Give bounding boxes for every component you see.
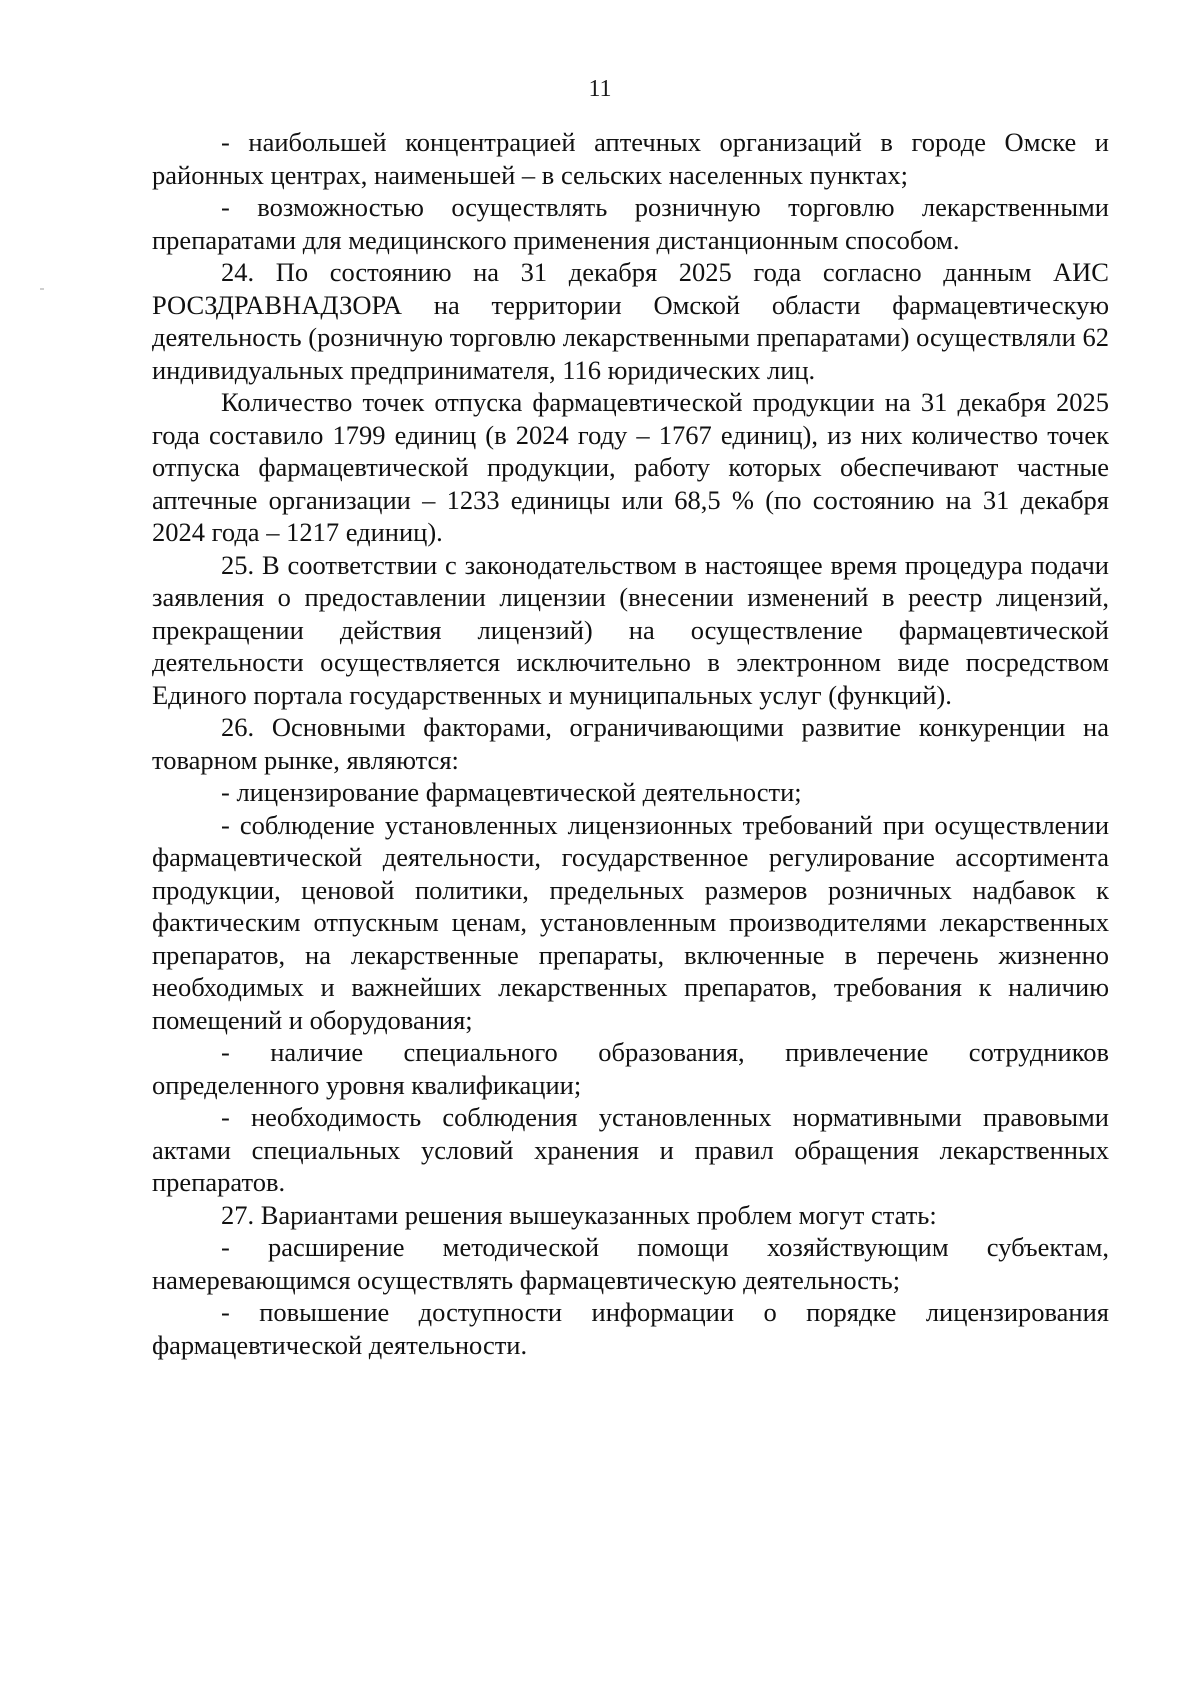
paragraph-remote-trade: - возможностью осуществлять розничную торговлю лекарственными препаратами для медицинского применения дистанционным способом.	[152, 192, 1109, 255]
list-item-special-education: - наличие специального образования, привлечение сотрудников определенного уровня квалификации;	[152, 1037, 1109, 1100]
list-item-methodical-help: - расширение методической помощи хозяйствующим субъектам, намеревающимся осуществлять фармацевтическую деятельность;	[152, 1232, 1109, 1295]
scan-margin-mark	[40, 288, 44, 290]
page-number: 11	[588, 76, 612, 102]
paragraph-25: 25. В соответствии с законодательством в настоящее время процедура подачи заявления о предоставлении лицензии (внесении изменений в реестр лицензий, прекращении действия лицензий) на осуществление фармацевтической деятельности осуществляется исключительно в электронном виде посредством Единого портала государственных и муниципальных услуг (функций).	[152, 549, 1109, 710]
list-item-storage-conditions: - необходимость соблюдения установленных нормативными правовыми актами специальных условий хранения и правил обращения лекарственных препаратов.	[152, 1102, 1109, 1197]
paragraph-24: 24. По состоянию на 31 декабря 2025 года согласно данным АИС РОСЗДРАВНАДЗОРА на территории Омской области фармацевтическую деятельность (розничную торговлю лекарственными препаратами) осуществляли 62 индивидуальных предпринимателя, 116 юридических лиц.	[152, 257, 1109, 385]
paragraph-points-count: Количество точек отпуска фармацевтической продукции на 31 декабря 2025 года составило 1799 единиц (в 2024 году – 1767 единиц), из них количество точек отпуска фармацевтической продукции, работу которых обеспечивают частные аптечные организации – 1233 единицы или 68,5 % (по состоянию на 31 декабря 2024 года – 1217 единиц).	[152, 387, 1109, 547]
paragraph-concentration: - наибольшей концентрацией аптечных организаций в городе Омске и районных центрах, наименьшей – в сельских населенных пунктах;	[152, 127, 1109, 190]
list-item-license-requirements: - соблюдение установленных лицензионных требований при осуществлении фармацевтической деятельности, государственное регулирование ассортимента продукции, ценовой политики, предельных размеров розничных надбавок к фактическим отпускным ценам, установленным производителями лекарственных препаратов, на лекарственные препараты, включенные в перечень жизненно необходимых и важнейших лекарственных препаратов, требования к наличию помещений и оборудования;	[152, 809, 1109, 1035]
list-item-information-access: - повышение доступности информации о порядке лицензирования фармацевтической деятельности.	[152, 1297, 1109, 1360]
document-body	[152, 126, 1109, 1361]
paragraph-27: 27. Вариантами решения вышеуказанных проблем могут стать:	[221, 1199, 937, 1230]
list-item-licensing: - лицензирование фармацевтической деятельности;	[221, 777, 802, 807]
paragraph-26: 26. Основными факторами, ограничивающими развитие конкуренции на товарном рынке, являются:	[152, 712, 1109, 775]
